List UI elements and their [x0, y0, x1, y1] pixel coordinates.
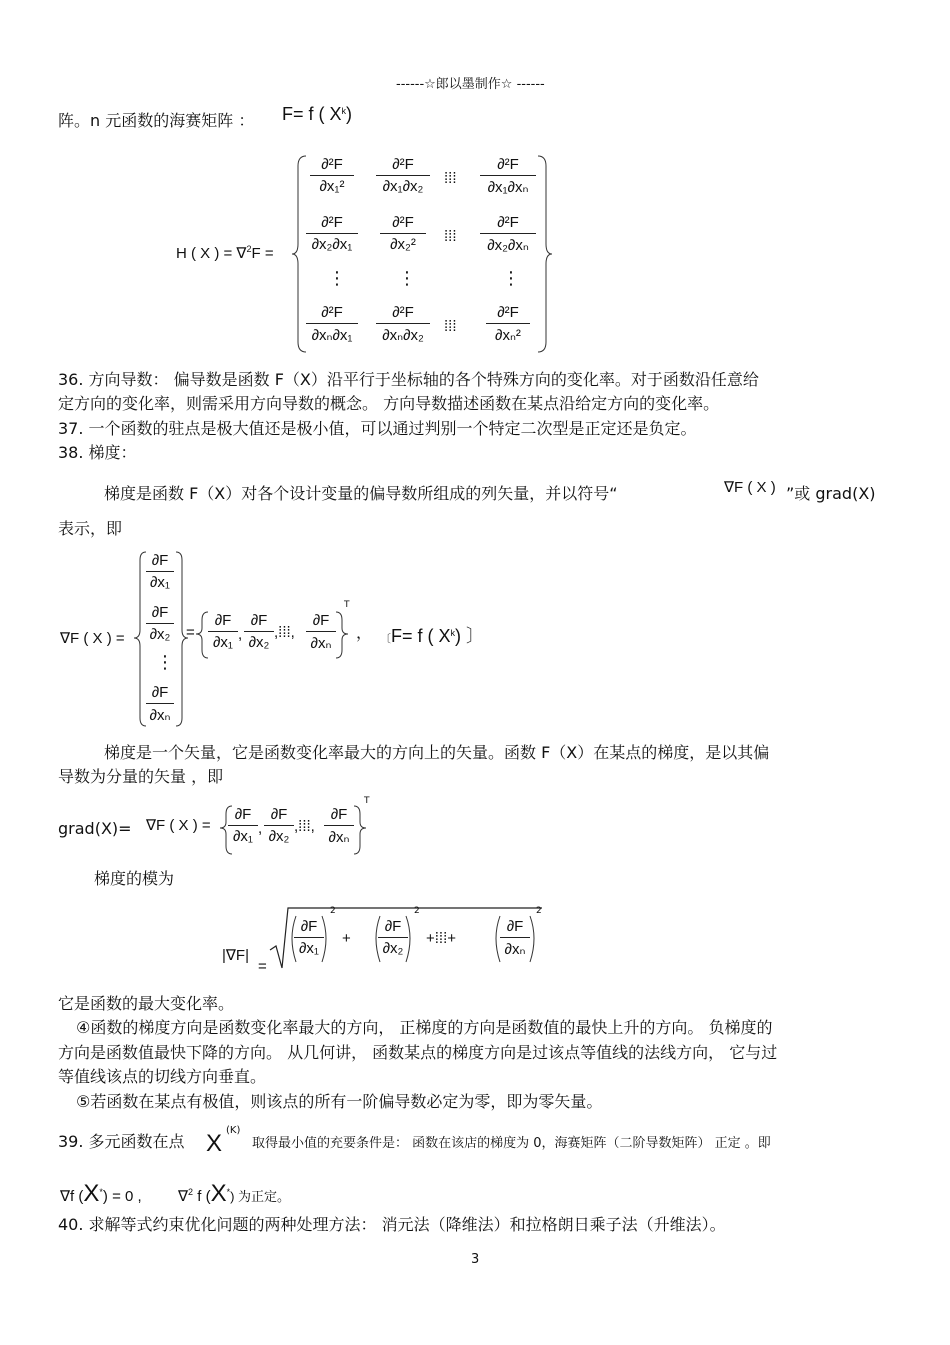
- hessian-lhs: H ( X ) = ∇$^2$F =: [176, 244, 274, 262]
- item40: 40. 求解等式约束优化问题的两种处理方法： 消元法（降维法）和拉格朗日乘子法（升维法）。: [58, 1215, 726, 1234]
- gradx-comma: ,: [258, 820, 263, 837]
- item39-sup: (K): [226, 1125, 241, 1136]
- mag-sqn: 2: [536, 906, 542, 916]
- gradient-p2b: 导数为分量的矢量 ，即: [58, 767, 224, 786]
- mag-plus: +: [342, 930, 351, 947]
- gradx-rhs: ∇F ( X ) =: [146, 817, 211, 834]
- hessian-lead: 阵。n 元函数的海赛矩阵 ：: [58, 111, 255, 130]
- grad-vdots: ⋮: [156, 652, 174, 672]
- mag-t2: ∂F ∂x₂: [378, 918, 408, 957]
- grad-r1: ∂F ∂x₁: [208, 612, 238, 651]
- hessian-dots-1: ⁞⁞⁞: [444, 170, 457, 187]
- magnitude-eq: =: [258, 958, 267, 975]
- item39-lead: 39. 多元函数在点: [58, 1132, 185, 1151]
- grad-rn: ∂F ∂xₙ: [306, 612, 336, 652]
- page-number: 3: [471, 1252, 480, 1267]
- gradx-rn: ∂F ∂xₙ: [324, 806, 354, 846]
- hessian-h1n: ∂²F ∂x₁∂xₙ: [480, 156, 536, 196]
- hessian-h11: ∂²F ∂x₁²: [310, 156, 354, 195]
- grad-r2: ∂F ∂x₂: [244, 612, 274, 651]
- mag-tn: ∂F ∂xₙ: [500, 918, 530, 958]
- grad-eq: =: [186, 624, 195, 641]
- mag-t1: ∂F ∂x₁: [294, 918, 324, 957]
- item36-line1: 36. 方向导数： 偏导数是函数 F（X）沿平行于坐标轴的各个特殊方向的变化率。对于函数沿任意给: [58, 370, 759, 389]
- hessian-vdots-2: ⋮: [398, 268, 416, 288]
- grad-after: ，: [356, 623, 373, 642]
- mag-sq2: 2: [414, 906, 420, 916]
- gradient-def-c: 表示，即: [58, 519, 123, 538]
- grad-c2: ∂F ∂x₂: [146, 604, 174, 643]
- page-header: ------☆郎以墨制作☆ ------: [396, 77, 545, 92]
- hessian-condition: F= f ( $X^k$): [282, 104, 353, 124]
- gradient-symbol: ∇F ( X ): [724, 479, 776, 496]
- item38-title: 38. 梯度：: [58, 443, 137, 462]
- hessian-hnn: ∂²F ∂xₙ²: [486, 304, 530, 344]
- gradx-r1: ∂F ∂x₁: [228, 806, 258, 845]
- grad-transpose: T: [344, 600, 350, 610]
- item37: 37. 一个函数的驻点是极大值还是极小值，可以通过判别一个特定二次型是正定还是负定。: [58, 419, 697, 438]
- item36-line2: 定方向的变化率，则需采用方向导数的概念。 方向导数描述函数在某点沿给定方向的变化率。: [58, 394, 720, 413]
- grad-lhs: ∇F ( X ) =: [60, 630, 125, 647]
- item39-cond1: ∇f (X*) = 0 ,: [60, 1180, 142, 1207]
- gradx-dots: ,⁞⁞⁞,: [294, 818, 315, 835]
- gradient-p4c: 等值线该点的切线方向垂直。: [58, 1067, 267, 1086]
- hessian-hn1: ∂²F ∂xₙ∂x₁: [306, 304, 358, 344]
- item39-point: X: [206, 1130, 223, 1157]
- gradx-r2: ∂F ∂x₂: [264, 806, 294, 845]
- grad-condition: 〔F= f ( $X^k$) 〕: [380, 626, 485, 646]
- hessian-h12: ∂²F ∂x₁∂x₂: [376, 156, 430, 195]
- gradient-p2a: 梯度是一个矢量，它是函数变化率最大的方向上的矢量。函数 F（X）在某点的梯度，是以其偏: [104, 743, 770, 762]
- mag-sq1: 2: [330, 906, 336, 916]
- mag-plusdots: +⁞⁞⁞+: [426, 930, 457, 947]
- gradient-def-b: ”或 grad(X): [786, 484, 876, 503]
- magnitude-title: 梯度的模为: [94, 869, 175, 888]
- grad-c1: ∂F ∂x₁: [146, 552, 174, 591]
- hessian-h21: ∂²F ∂x₂∂x₁: [306, 214, 358, 253]
- hessian-h22: ∂²F ∂x₂²: [380, 214, 426, 253]
- hessian-dots-2: ⁞⁞⁞: [444, 228, 457, 245]
- gradx-label: grad(X)=: [58, 819, 132, 838]
- hessian-vdots-1: ⋮: [328, 268, 346, 288]
- hessian-h2n: ∂²F ∂x₂∂xₙ: [480, 214, 536, 254]
- gradient-p3: 它是函数的最大变化率。: [58, 994, 235, 1013]
- gradient-def-a: 梯度是函数 F（X）对各个设计变量的偏导数所组成的列矢量，并以符号“: [104, 484, 618, 503]
- gradx-transpose: T: [364, 796, 370, 806]
- magnitude-lhs: |∇F|: [222, 947, 249, 964]
- grad-comma: ,: [238, 626, 243, 643]
- grad-cn: ∂F ∂xₙ: [146, 684, 174, 724]
- gradient-p4a: ④函数的梯度方向是函数变化率最大的方向， 正梯度的方向是函数值的最快上升的方向。 负梯度的: [76, 1018, 773, 1037]
- gradient-p4b: 方向是函数值最快下降的方向。 从几何讲， 函数某点的梯度方向是过该点等值线的法线方向， 它与过: [58, 1043, 778, 1062]
- item39-cond2: ∇$^2$ f (X*) 为正定。: [178, 1180, 291, 1207]
- hessian-vdots-3: ⋮: [502, 268, 520, 288]
- gradient-p5: ⑤若函数在某点有极值，则该点的所有一阶偏导数必定为零，即为零矢量。: [76, 1092, 603, 1111]
- grad-dots: ,⁞⁞⁞,: [274, 624, 295, 641]
- hessian-dots-n: ⁞⁞⁞: [444, 318, 457, 335]
- item39-rest: 取得最小值的充要条件是： 函数在该店的梯度为 0，海赛矩阵（二阶导数矩阵） 正定 。即: [252, 1136, 771, 1151]
- hessian-hn2: ∂²F ∂xₙ∂x₂: [376, 304, 430, 344]
